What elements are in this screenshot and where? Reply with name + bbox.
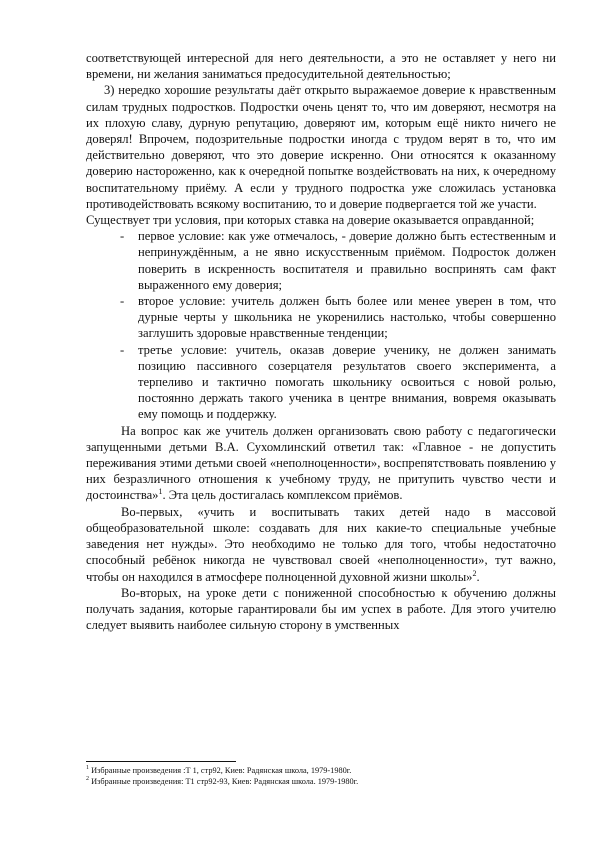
list-dash: - [120,229,125,244]
list-item-text: второе условие: учитель должен быть более или менее уверен в том, что дурные черты у школьника не укоренились настолько, чтобы совершенно заглушить здоровые нравственные тенденции; [138,294,556,341]
second-paragraph: Во-вторых, на уроке дети с пониженной способностью к обучению должны получать задания, которые гарантировали бы им успех в работе. Для этого учителю следует выявить наиболее сильную сторону в умственных [86,585,556,633]
list-item-text: первое условие: как уже отмечалось, - доверие должно быть естественным и непринуждённым, а не явно искусственным приёмом. Подросток должен поверить в искренность воспитателя и правильно воспринять сам факт выраженного ему доверия; [138,229,556,292]
footnote-ref-1[interactable]: 1 [158,487,163,497]
footnote-text: Избранные произведения :Т 1, стр92, Киев: Радянская школа, 1979-1980г. [89,766,352,775]
first-tail: . [476,569,480,584]
point-3-paragraph: 3) нередко хорошие результаты даёт открыто выражаемое доверие к нравственным силам трудных подростков. Подростки очень ценят то, что им доверяют, несмотря на их плохую славу, дурную репутацию, доверяют им, которым ещё никто ничего не доверял! Впрочем, подозрительные подростки иногда с трудом верят в то, что им действительно доверяют, что это доверие искренно. Они относятся к оказанному доверию настороженно, как к очередной попытке воздействовать на них, к очередному воспитательному приёму. А если у трудного подростка уже сложилась установка противодействовать всякому воспитанию, то и доверие подвергается той же участи. [86,83,556,211]
footnote-2 [86,776,556,787]
footnote-ref-2[interactable]: 2 [472,568,477,578]
body-text [86,50,556,633]
question-tail: . Эта цель достигалась комплексом приёмов. [162,488,403,503]
footnote-text: Избранные произведения: Т1 стр92-93, Киев: Радянская школа. 1979-1980г. [89,777,359,786]
question-text: На вопрос как же учитель должен организовать свою работу с педагогически запущенными детьми В.А. Сухомлинский ответил так: «Главное - не допустить переживания этими детьми своей «неполноценности», воспрепятствовать появлению у них безразличного отношения к учебному труду, не притупить чувство чести и достоинства» [86,423,556,503]
first-paragraph [86,504,556,585]
list-item [120,228,556,293]
intro-paragraph: соответствующей интересной для него деятельности, а это не оставляет у него ни времени, ни желания заниматься предосудительной деятельностью; [86,51,556,82]
question-paragraph [86,423,556,504]
list-item [120,342,556,423]
footnote-separator [86,761,236,762]
list-item-text: третье условие: учитель, оказав доверие ученику, не должен занимать позицию пассивного созерцателя результатов своего эксперимента, а терпеливо и тактично помогать школьнику освоиться с новой ролью, постоянно держать такого ученика в центре внимания, вовремя оказывать ему помощь и поддержку. [138,342,556,422]
first-text: Во-первых, «учить и воспитывать таких детей надо в массовой общеобразовательной школе: создавать для них какие-то специальные учебные заведения нет нужды». Это необходимо не только для того, чтобы недостаточно способный ребёнок никогда не чувствовал своей «неполноценности», тут важно, чтобы он находился в атмосфере полноценной духовной жизни школы» [86,504,556,584]
footnote-1 [86,765,556,776]
footnote-number: 2 [86,776,89,783]
conditions-list [86,228,556,422]
list-item [120,293,556,342]
footnotes [86,765,556,787]
conditions-lead: Существует три условия, при которых ставка на доверие оказывается оправданной; [86,213,535,228]
footnote-number: 1 [86,765,89,772]
list-dash: - [120,342,125,357]
list-dash: - [120,294,125,309]
